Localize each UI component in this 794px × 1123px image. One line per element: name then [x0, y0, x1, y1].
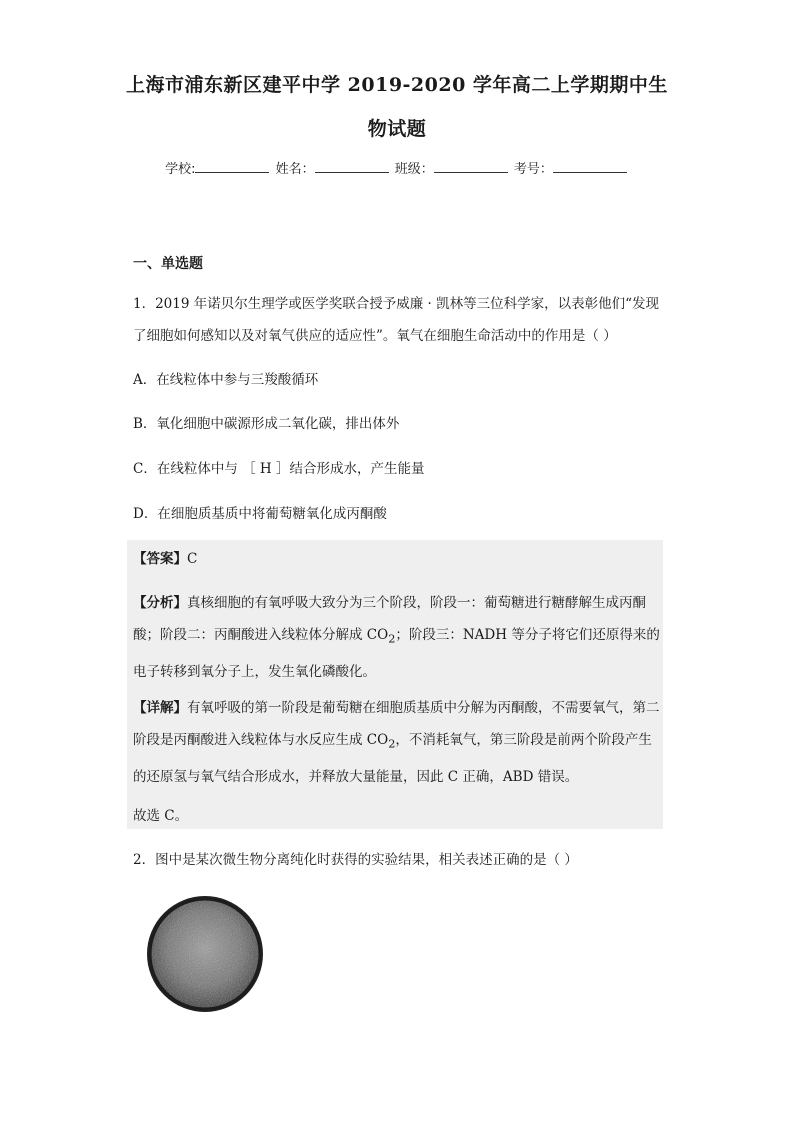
detail-paragraph	[133, 692, 661, 793]
question-1-option-a: A．在线粒体中参与三羧酸循环	[133, 372, 319, 388]
question-2-stem: 2．图中是某次微生物分离纯化时获得的实验结果，相关表述正确的是（ ）	[133, 852, 578, 868]
detail-text-1: 有氧呼吸的第一阶段是葡萄糖在细胞质基质中分解为丙酮酸，不需要氧气，第二阶段是丙酮酸进入线粒体与水反应生成 CO	[133, 700, 660, 748]
detail-text-2: ，不消耗氧气，第三阶段是前两个阶段产生的还原氢与氧气结合形成水，并释放大量能量，因此 C 正确，ABD 错误。	[133, 732, 652, 785]
name-label: 姓名：	[275, 162, 315, 177]
name-blank	[315, 160, 389, 173]
analysis-paragraph	[133, 587, 661, 688]
question-1-option-b: B．氧化细胞中碳源形成二氧化碳，排出体外	[133, 416, 400, 432]
question-1-option-c: C．在线粒体中与 ［ H ］结合形成水，产生能量	[133, 461, 425, 477]
class-label: 班级：	[394, 162, 434, 177]
document-title-line1: 上海市浦东新区建平中学 2019-2020 学年高二上学期期中生	[126, 74, 668, 96]
document-title-line2: 物试题	[367, 118, 427, 140]
answer-value: C	[187, 551, 198, 567]
exam-number-label: 考号：	[513, 162, 553, 177]
analysis-subscript: 2	[388, 632, 396, 646]
question-1-option-d: D．在细胞质基质中将葡萄糖氧化成丙酮酸	[133, 506, 387, 522]
conclusion-line: 故选 C。	[133, 808, 189, 824]
answer-line	[133, 543, 661, 575]
answer-tag: 【答案】	[133, 551, 187, 567]
school-label: 学校:	[165, 162, 196, 177]
school-blank	[195, 160, 269, 173]
analysis-tag: 【分析】	[133, 595, 187, 611]
detail-subscript: 2	[388, 737, 396, 751]
petri-dish-image	[146, 895, 264, 1013]
class-blank	[434, 160, 508, 173]
section-heading: 一、单选题	[133, 256, 203, 272]
exam-number-blank	[553, 160, 627, 173]
student-info-row	[0, 158, 794, 177]
detail-tag: 【详解】	[133, 700, 187, 716]
analysis-text-1: 真核细胞的有氧呼吸大致分为三个阶段，阶段一：葡萄糖进行糖酵解生成丙酮酸；阶段二：丙酮酸进入线粒体分解成 CO	[133, 595, 646, 643]
question-1-stem: 1．2019 年诺贝尔生理学或医学奖联合授予威廉 · 凯林等三位科学家，以表彰他们“发现了细胞如何感知以及对氧气供应的适应性”。氧气在细胞生命活动中的作用是（ ）	[133, 296, 660, 344]
analysis-text-2: ；阶段三：NADH 等分子将它们还原得来的电子转移到氧分子上，发生氧化磷酸化。	[133, 627, 660, 680]
